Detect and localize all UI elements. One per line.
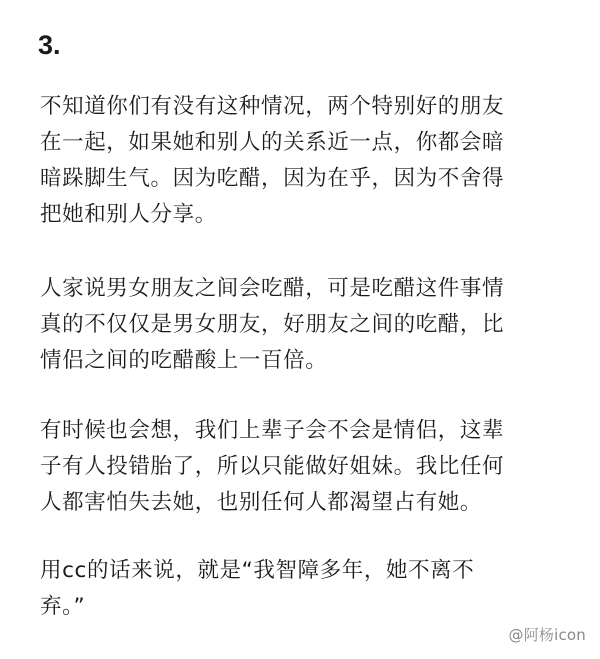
text-line: 情侣之间的吃醋酸上一百倍。: [40, 348, 328, 373]
section-number: 3.: [38, 30, 61, 60]
text-line: 把她和别人分享。: [40, 202, 217, 227]
paragraph-4: [40, 553, 580, 625]
text-line: 用cc的话来说，就是“我智障多年，她不离不: [40, 558, 475, 583]
text-line: 弃。”: [40, 594, 86, 619]
text-line: 暗跺脚生气。因为吃醋，因为在乎，因为不舍得: [40, 166, 505, 191]
text-line: 子有人投错胎了，所以只能做好姐妹。我比任何: [40, 454, 505, 479]
text-line: 在一起，如果她和别人的关系近一点，你都会暗: [40, 130, 505, 155]
weibo-watermark: @阿杨icon: [508, 626, 586, 644]
text-line: 人家说男女朋友之间会吃醋，可是吃醋这件事情: [40, 276, 505, 301]
text-line: 真的不仅仅是男女朋友，好朋友之间的吃醋，比: [40, 312, 505, 337]
paragraph-1: [40, 89, 580, 233]
text-line: 不知道你们有没有这种情况，两个特别好的朋友: [40, 94, 505, 119]
text-line: 有时候也会想，我们上辈子会不会是情侣，这辈: [40, 418, 505, 443]
paragraph-3: [40, 413, 580, 521]
paragraph-2: [40, 271, 580, 379]
text-line: 人都害怕失去她，也别任何人都渴望占有她。: [40, 490, 483, 515]
